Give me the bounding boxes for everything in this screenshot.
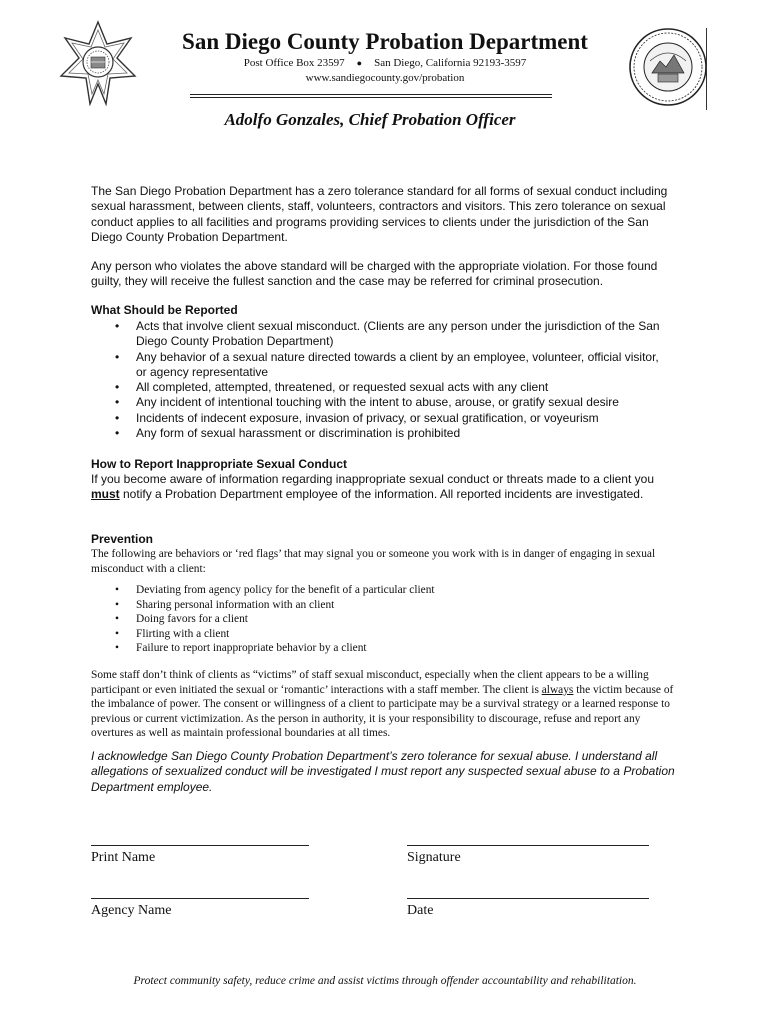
date-line[interactable]	[407, 898, 649, 899]
prevention-list	[91, 583, 681, 656]
intro-paragraph: The San Diego Probation Department has a zero tolerance standard for all forms of sexual conduct including sexual harassment, between clients, staff, volunteers, contractors and visitors. This zero tolerance on sexual conduct applies to all facilities and programs providing services to clients under the jurisdiction of the San Diego County Probation Department.	[91, 184, 668, 244]
howto-text-end: notify a Probation Department employee of the information. All reported incidents are investigated.	[119, 487, 644, 502]
list-item: • Any behavior of a sexual nature directed towards a client by an employee, volunteer, official visitor, or agency representative	[91, 350, 671, 381]
prevention-heading: Prevention	[91, 532, 154, 546]
reported-list	[91, 319, 671, 441]
letterhead-rule-bottom	[190, 97, 552, 98]
list-item: • Any incident of intentional touching with the intent to abuse, arouse, or gratify sexual desire	[91, 395, 671, 410]
list-item: • Flirting with a client	[91, 627, 681, 642]
reported-list-block	[91, 319, 671, 441]
list-item: • Sharing personal information with an client	[91, 598, 681, 613]
chief-officer-name: Adolfo Gonzales, Chief Probation Officer	[224, 110, 516, 129]
prevention-intro: The following are behaviors or ‘red flags’ that may signal you or someone you work with is in danger of engaging in sexual misconduct with a client:	[91, 548, 656, 575]
agency-name-line[interactable]	[91, 898, 309, 899]
website: www.sandiegocounty.gov/probation	[305, 72, 465, 84]
signature-label: Signature	[407, 850, 461, 865]
list-item: • Incidents of indecent exposure, invasion of privacy, or sexual gratification, or voyeurism	[91, 411, 671, 426]
violation-paragraph: Any person who violates the above standard will be charged with the appropriate violation. For those found guilty, they will receive the fullest sanction and the case may be referred for criminal prosecution.	[91, 259, 658, 289]
howto-paragraph	[91, 472, 681, 503]
list-item: • Any form of sexual harassment or discrimination is prohibited	[91, 426, 671, 441]
agency-name-label: Agency Name	[91, 903, 172, 918]
acknowledgement-paragraph: I acknowledge San Diego County Probation Department’s zero tolerance for sexual abuse. I understand all allegations of sexualized conduct will be investigated I must report any suspected sexual abuse to a Probation Department employee.	[91, 749, 675, 794]
signature-line[interactable]	[407, 845, 649, 846]
address-separator: ●	[356, 58, 363, 68]
prevention-list-block	[91, 583, 681, 656]
print-name-label: Print Name	[91, 850, 156, 865]
list-item: • Failure to report inappropriate behavior by a client	[91, 641, 681, 656]
must-emphasis: must	[91, 487, 120, 502]
victims-text-start: Some staff don’t think of clients as “victims” of staff sexual misconduct, especially when the client appears to be a willing participant or even initiated the sexual or ‘romantic’ interactions with a staff member. The client is	[91, 669, 649, 696]
list-item: • Deviating from agency policy for the benefit of a particular client	[91, 583, 681, 598]
victims-text-end: the victim because of the imbalance of power. The consent or willingness of a client to participate may be a survival strategy or a learned response to previous or current victimization. As the person in authority, it is your responsibility to discourage, refuse and report any overtures as well as maintain professional boundaries at all times.	[91, 683, 674, 740]
print-name-line[interactable]	[91, 845, 309, 846]
city-state-zip: San Diego, California 92193-3597	[374, 57, 527, 69]
victims-paragraph	[91, 668, 683, 741]
list-item: • Acts that involve client sexual misconduct. (Clients are any person under the jurisdiction of the San Diego County Probation Department)	[91, 319, 671, 350]
always-emphasis: always	[541, 683, 574, 696]
howto-heading: How to Report Inappropriate Sexual Conduct	[91, 457, 348, 471]
po-box: Post Office Box 23597	[243, 57, 345, 69]
list-item: • Doing favors for a client	[91, 612, 681, 627]
address-line	[0, 57, 770, 69]
list-item: • All completed, attempted, threatened, or requested sexual acts with any client	[91, 380, 671, 395]
department-title: San Diego County Probation Department	[182, 29, 588, 54]
letterhead-rule-top	[190, 94, 552, 95]
reported-heading: What Should be Reported	[91, 303, 238, 317]
footer-mission-statement: Protect community safety, reduce crime and assist victims through offender accountability and rehabilitation.	[133, 975, 637, 987]
date-label: Date	[407, 903, 434, 918]
howto-text-start: If you become aware of information regarding inappropriate sexual conduct or threats made to a client you	[91, 472, 654, 486]
